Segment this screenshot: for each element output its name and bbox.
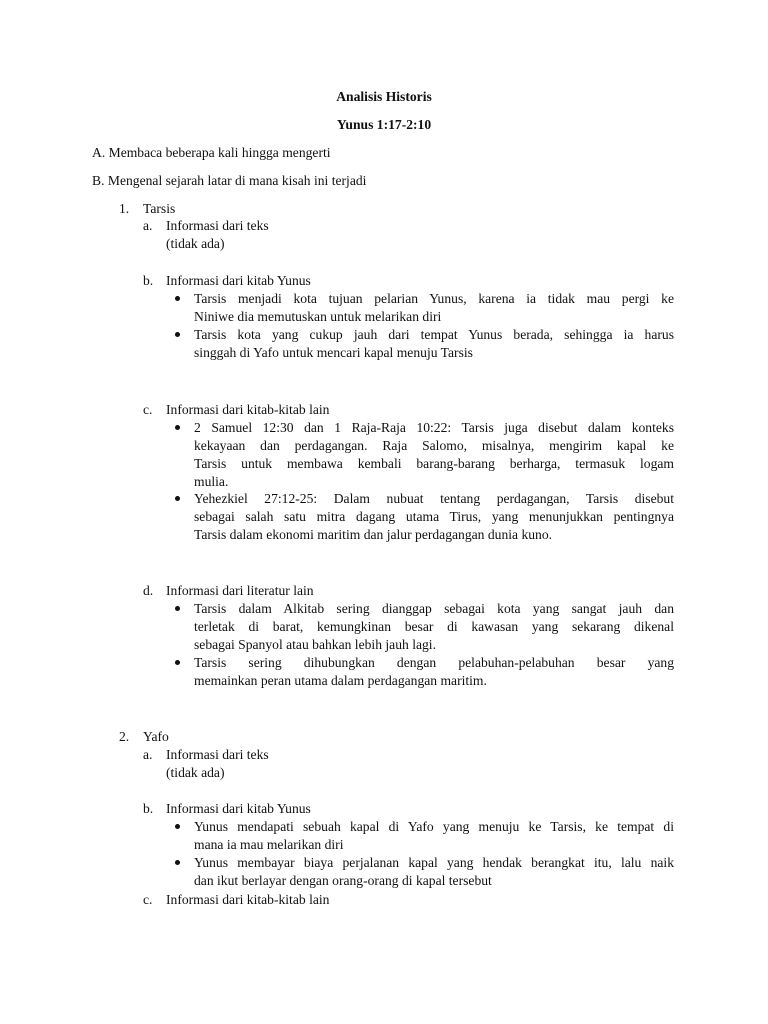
- item-title-tarsis: Tarsis: [143, 201, 176, 216]
- bullet-line: Niniwe dia memutuskan untuk melarikan diri: [194, 309, 442, 324]
- sub-mark: b.: [143, 801, 154, 816]
- section-b: B. Mengenal sejarah latar di mana kisah ini terjadi: [92, 173, 367, 188]
- bullet-line: sebagai salah satu mitra dagang utama Tirus, yang menunjukkan pentingnya: [194, 509, 674, 524]
- sub-mark: d.: [143, 583, 154, 598]
- bullet-line: terletak di barat, kemungkinan besar di kawasan yang sekarang dikenal: [194, 619, 674, 634]
- page-title: Analisis Historis: [336, 89, 432, 104]
- bullet-line: Tarsis dalam Alkitab sering dianggap sebagai kota yang sangat jauh dan: [194, 601, 674, 616]
- sub-label: Informasi dari teks: [166, 218, 269, 233]
- bullet-line: 2 Samuel 12:30 dan 1 Raja-Raja 10:22: Tarsis juga disebut dalam konteks: [194, 420, 674, 435]
- sub-note: (tidak ada): [166, 765, 225, 780]
- bullet-line: Yunus mendapati sebuah kapal di Yafo yang menuju ke Tarsis, ke tempat di: [194, 819, 674, 834]
- bullet-line: Yunus membayar biaya perjalanan kapal yang hendak berangkat itu, lalu naik: [194, 855, 674, 870]
- bullet-icon: [175, 860, 180, 865]
- bullet-line: Tarsis sering dihubungkan dengan pelabuhan-pelabuhan besar yang: [194, 655, 674, 670]
- bullet-line: sebagai Spanyol atau bahkan lebih jauh lagi.: [194, 637, 436, 652]
- bullet-icon: [175, 296, 180, 301]
- bullet-icon: [175, 824, 180, 829]
- sub-note: (tidak ada): [166, 236, 225, 251]
- bullet-icon: [175, 606, 180, 611]
- sub-mark: b.: [143, 273, 154, 288]
- page-subtitle: Yunus 1:17-2:10: [336, 117, 432, 132]
- sub-label: Informasi dari teks: [166, 747, 269, 762]
- bullet-line: dan ikut berlayar dengan orang-orang di kapal tersebut: [194, 873, 492, 888]
- bullet-line: mulia.: [194, 474, 229, 489]
- sub-label: Informasi dari kitab-kitab lain: [166, 402, 330, 417]
- bullet-line: Tarsis untuk membawa kembali barang-barang berharga, termasuk logam: [194, 456, 674, 471]
- sub-label: Informasi dari literatur lain: [166, 583, 314, 598]
- bullet-icon: [175, 425, 180, 430]
- sub-mark: a.: [143, 218, 153, 233]
- bullet-line: Tarsis menjadi kota tujuan pelarian Yunus, karena ia tidak mau pergi ke: [194, 291, 674, 306]
- bullet-line: kekayaan dan perdagangan. Raja Salomo, misalnya, mengirim kapal ke: [194, 438, 674, 453]
- sub-mark: a.: [143, 747, 153, 762]
- bullet-icon: [175, 660, 180, 665]
- bullet-icon: [175, 496, 180, 501]
- bullet-line: memainkan peran utama dalam perdagangan maritim.: [194, 673, 487, 688]
- bullet-line: mana ia mau melarikan diri: [194, 837, 344, 852]
- section-a: A. Membaca beberapa kali hingga mengerti: [92, 145, 331, 160]
- bullet-line: Tarsis kota yang cukup jauh dari tempat Yunus berada, sehingga ia harus: [194, 327, 674, 342]
- bullet-line: singgah di Yafo untuk mencari kapal menuju Tarsis: [194, 345, 473, 360]
- bullet-line: Tarsis dalam ekonomi maritim dan jalur perdagangan dunia kuno.: [194, 527, 553, 542]
- sub-mark: c.: [143, 402, 153, 417]
- list-number: 1.: [119, 201, 130, 216]
- sub-label: Informasi dari kitab-kitab lain: [166, 892, 330, 907]
- bullet-icon: [175, 332, 180, 337]
- item-title-yafo: Yafo: [143, 729, 169, 744]
- bullet-line: Yehezkiel 27:12-25: Dalam nubuat tentang perdagangan, Tarsis disebut: [194, 491, 674, 506]
- sub-label: Informasi dari kitab Yunus: [166, 801, 311, 816]
- list-number: 2.: [119, 729, 130, 744]
- sub-label: Informasi dari kitab Yunus: [166, 273, 311, 288]
- sub-mark: c.: [143, 892, 153, 907]
